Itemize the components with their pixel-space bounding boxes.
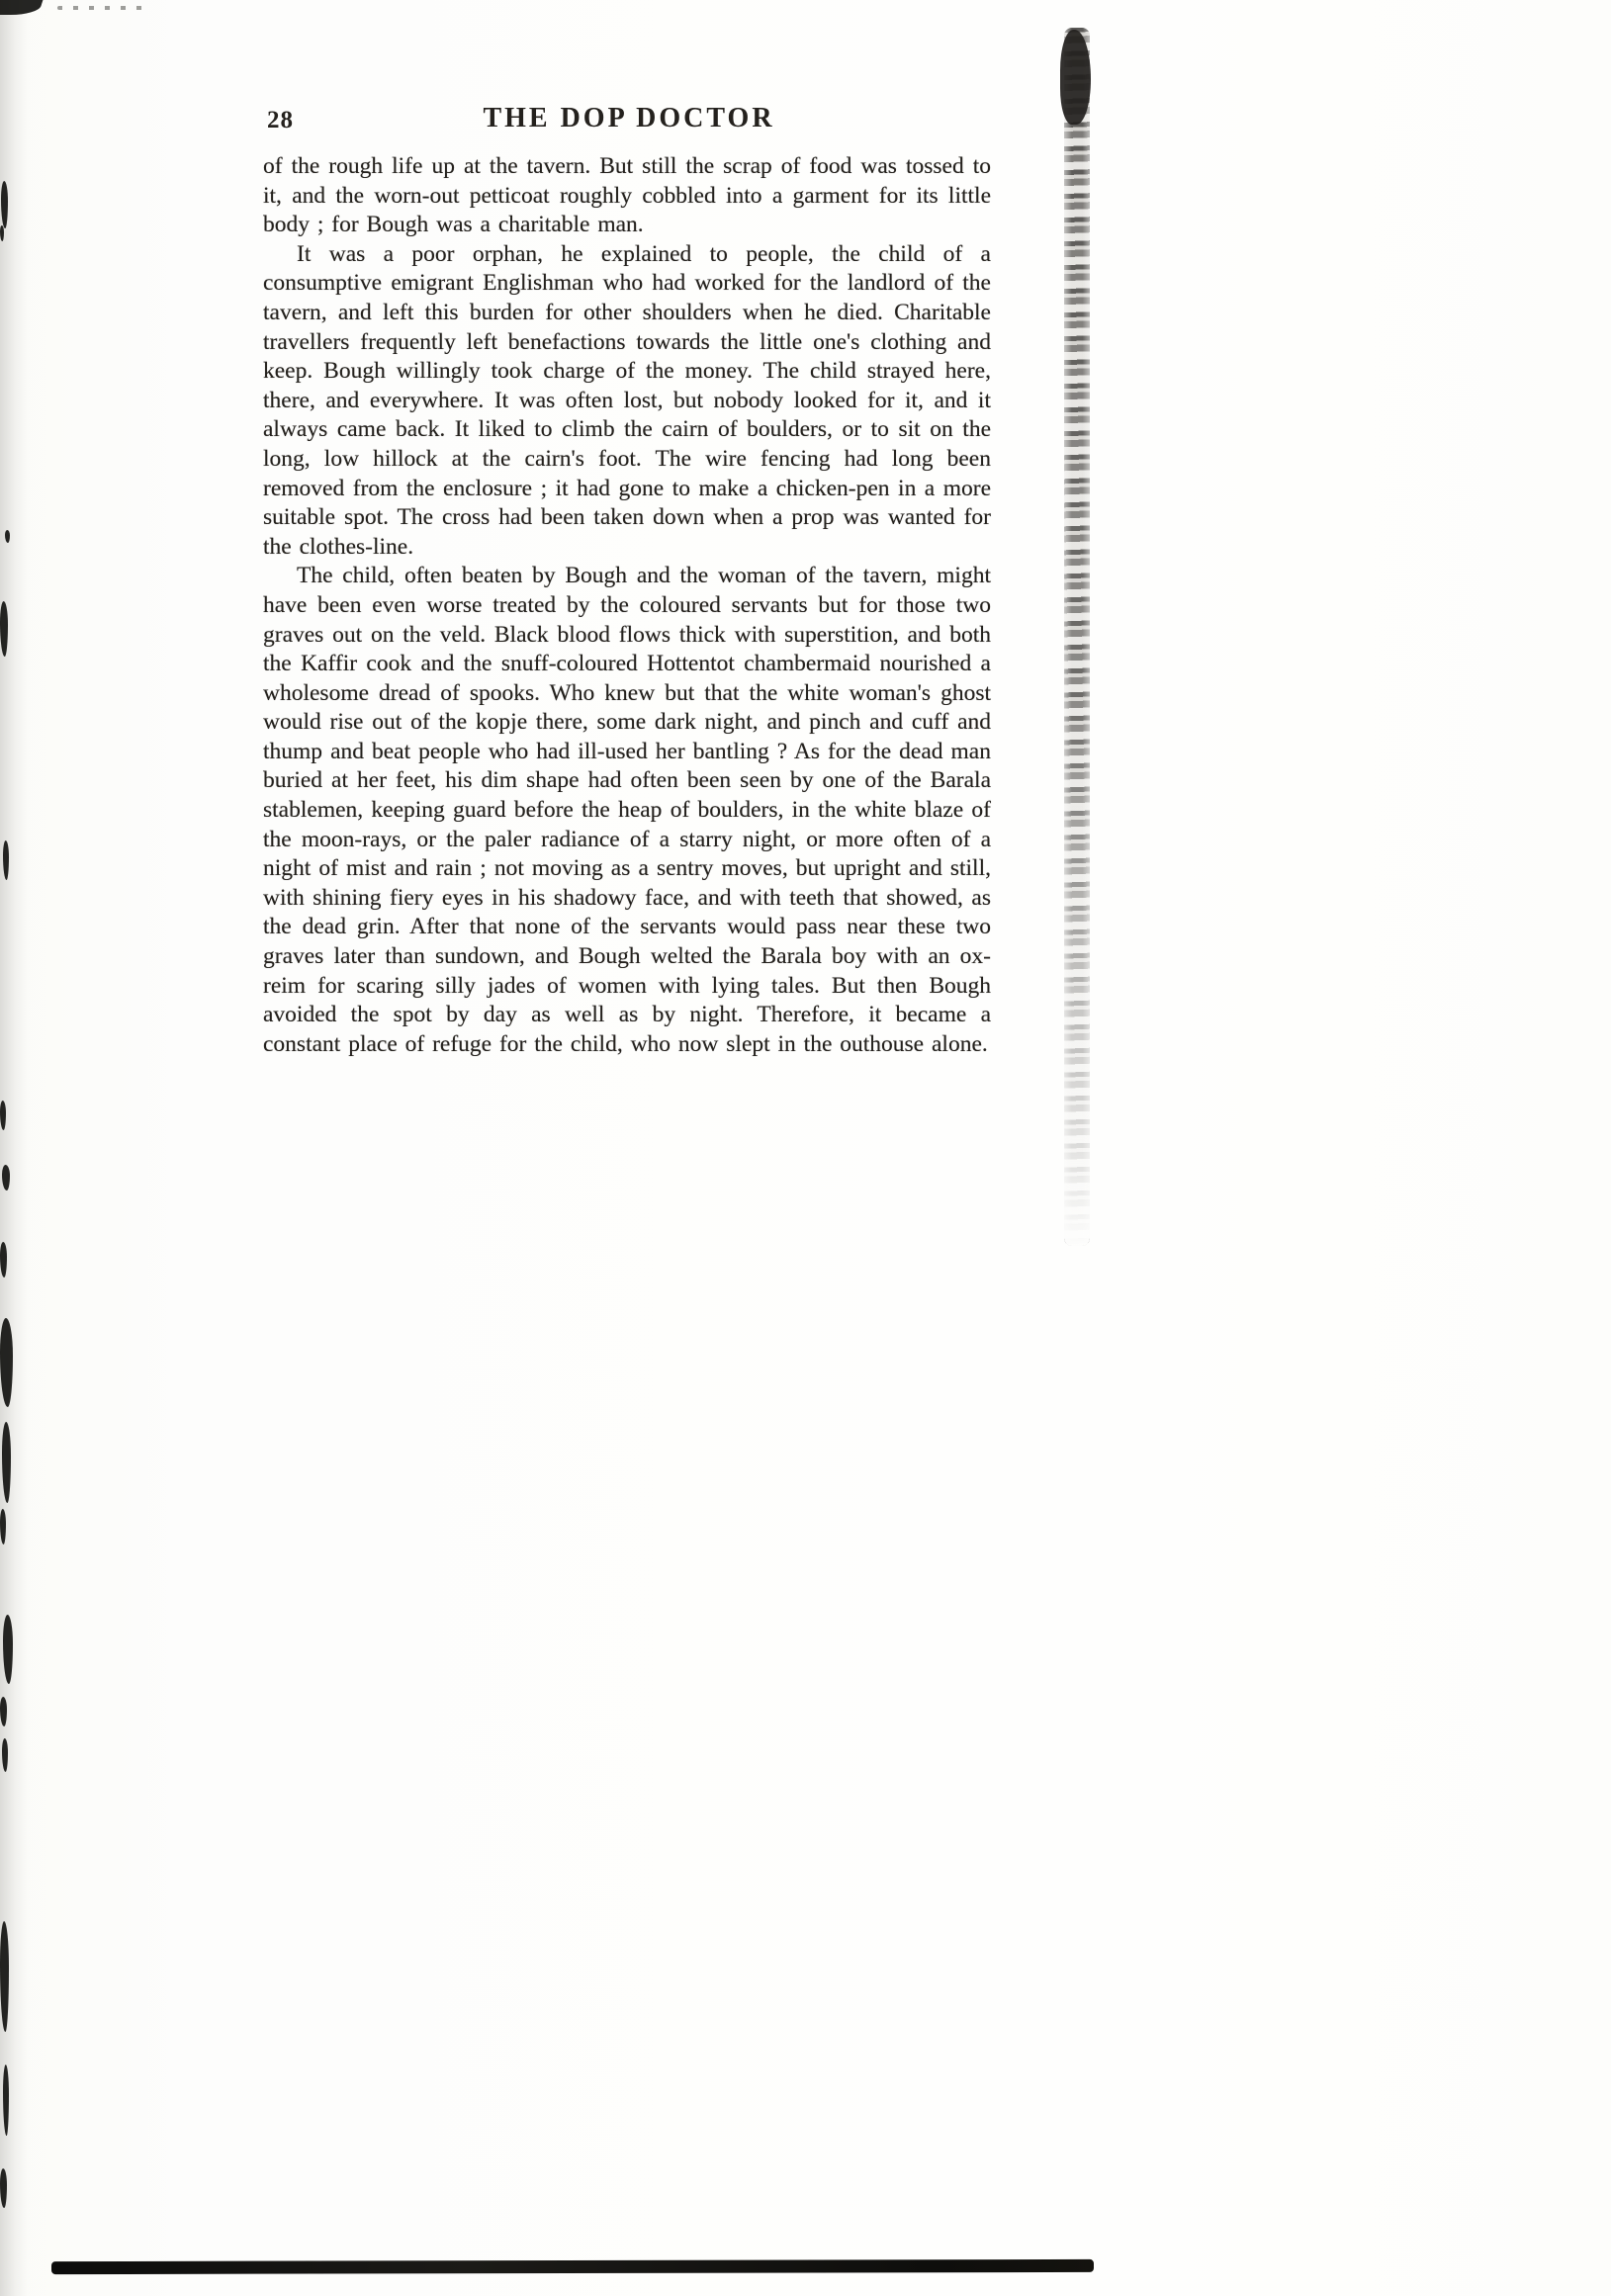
scanner-edge-bar	[51, 2259, 1094, 2274]
binding-mark	[0, 1921, 9, 2032]
running-title: THE DOP DOCTOR	[483, 103, 775, 133]
binding-mark	[1, 181, 8, 228]
page-edge-smudge	[1060, 30, 1091, 125]
binding-mark	[0, 1509, 6, 1545]
binding-mark	[0, 225, 4, 241]
binding-mark	[5, 530, 10, 543]
page-number: 28	[267, 107, 294, 133]
page-text	[263, 152, 991, 1059]
binding-mark	[3, 840, 9, 880]
paragraph: of the rough life up at the tavern. But still the scrap of food was tossed to it, and the worn-out petticoat roughly cobbled into a garment for its little body ; for Bough was a charitable man.	[263, 153, 991, 238]
scan-smudge-corner	[0, 0, 43, 15]
paragraph: The child, often beaten by Bough and the woman of the tavern, might have been even worse treated by the coloured servants but for those two graves out on the veld. Black blood flows thick with superstition, and both the Kaffir cook and the snuff-coloured Hottentot chambermaid nourished a wholesome dread of spooks. Who knew but that the white woman's ghost would rise out of the kopje there, some dark night, and pinch and cuff and thump and beat people who had ill-used her bantling ? As for the dead man buried at her feet, his dim shape had often been seen by one of the Barala stablemen, keeping guard before the heap of boulders, in the white blaze of the moon-rays, or the paler radiance of a starry night, or more often of a night of mist and rain ; not moving as a sentry moves, but upright and still, with shining fiery eyes in his shadowy face, and with teeth that showed, as the dead grin. After that none of the servants would pass near these two graves later than sundown, and Bough welted the Barala boy with an ox-reim for scaring silly jades of women with lying tales. But then Bough avoided the spot by day as well as by night. Therefore, it became a constant place of refuge for the child, who now slept in the outhouse alone.	[263, 563, 991, 1057]
page-header	[265, 103, 993, 134]
binding-mark	[0, 1101, 6, 1130]
binding-mark	[3, 2065, 9, 2136]
binding-mark	[0, 2168, 7, 2208]
binding-mark	[0, 601, 8, 657]
scan-speck-row	[57, 6, 152, 10]
binding-mark	[0, 1318, 13, 1407]
binding-mark	[0, 1697, 7, 1726]
binding-mark	[2, 1422, 11, 1503]
binding-mark	[2, 1738, 8, 1772]
page-edge-shadow	[1064, 28, 1090, 1246]
binding-mark	[2, 1165, 10, 1191]
binding-mark	[0, 1242, 7, 1278]
paragraph: It was a poor orphan, he explained to people, the child of a consumptive emigrant Englishman who had worked for the landlord of the tavern, and left this burden for other shoulders when he died. Charitable travellers frequently left benefactions towards the little one's clothing and keep. Bough willingly took charge of the money. The child strayed here, there, and everywhere. It was often lost, but nobody looked for it, and it always came back. It liked to climb the cairn of boulders, or to sit on the long, low hillock at the cairn's foot. The wire fencing had long been removed from the enclosure ; it had gone to make a chicken-pen in a more suitable spot. The cross had been taken down when a prop was wanted for the clothes-line.	[263, 240, 991, 560]
binding-mark	[3, 1615, 13, 1684]
